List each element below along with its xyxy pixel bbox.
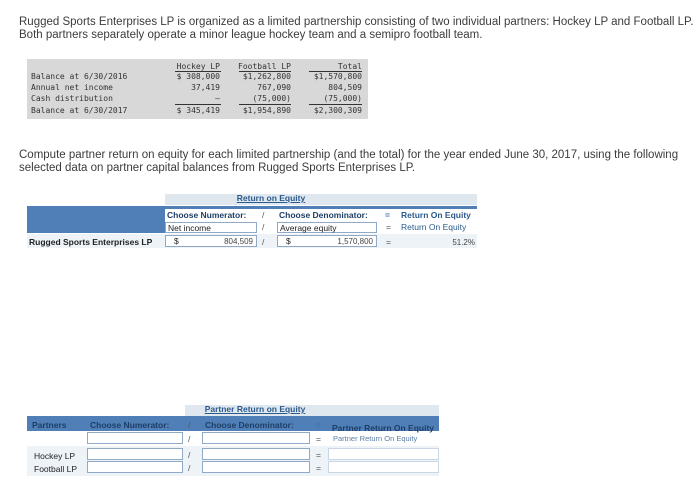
roe-denominator-input[interactable] [277,235,377,247]
total-balance-2017: $2,300,309 [313,106,362,115]
partner-denominator-header: Choose Denominator: [205,420,294,430]
partner-numerator-select[interactable] [87,432,183,444]
roe-row2-div: / [262,237,265,247]
roe-header-eq: = [385,210,390,220]
header-hockey: Hockey LP [176,62,220,71]
hockey-balance-2016: $ 308,000 [176,72,220,81]
roe-table-title: Return on Equity [236,193,306,203]
hockey-numerator-input[interactable] [87,448,183,460]
roe-row2-eq: = [386,237,391,247]
intro-line-1: Rugged Sports Enterprises LP is organized as a limited partnership consisting of two individual partners: Hockey LP and Football LP. [19,16,694,28]
header-football: Football LP [238,62,291,71]
partner-result-sub: Partner Return On Equity [333,434,418,443]
hockey-balance-2017: $ 345,419 [176,106,220,115]
roe-numerator-select[interactable] [165,222,257,233]
partner-numerator-header: Choose Numerator: [90,420,170,430]
partner-sub-div: / [188,434,191,444]
roe-numerator-header: Choose Numerator: [167,210,247,220]
row-label-net-income: Annual net income [31,83,113,92]
football-balance-2017: $1,954,890 [242,106,291,115]
roe-left-band [27,206,165,233]
football-balance-2016: $1,262,800 [242,72,291,81]
row-label-balance-2016: Balance at 6/30/2016 [31,72,128,81]
roe-denominator-currency: $ [286,236,291,246]
football-eq: = [316,463,321,473]
roe-result-value: 51.2% [452,238,475,247]
football-cash-distribution: (75,000) [252,94,291,103]
prompt-line-1: Compute partner return on equity for each limited partnership (and the total) for the year ended June 30, 2017, using the following [19,149,679,161]
roe-row1-div: / [262,222,265,232]
question-prompt [19,149,679,175]
football-net-income: 767,090 [257,83,291,92]
partner-header-eq: = [316,420,321,430]
roe-denominator-header: Choose Denominator: [279,210,368,220]
roe-numerator-amount: 804,509 [224,237,253,246]
partner-hockey-name: Hockey LP [34,451,76,461]
football-div: / [188,463,191,473]
hockey-net-income: 37,419 [191,83,220,92]
row-label-cash-distribution: Cash distribution [31,94,113,103]
football-denominator-input[interactable] [202,461,310,473]
partner-football-name: Football LP [34,464,77,474]
roe-numerator-currency: $ [174,236,179,246]
roe-row1-eq: = [386,222,391,232]
total-net-income: 804,509 [328,83,362,92]
prompt-line-2: selected data on partner capital balances from Rugged Sports Enterprises LP. [19,162,416,174]
header-total: Total [337,62,362,71]
hockey-div: / [188,450,191,460]
total-cash-distribution: (75,000) [323,94,362,103]
roe-result-header: Return On Equity [401,210,471,220]
hockey-result-cell [328,448,439,460]
roe-numerator-input[interactable] [165,235,257,247]
football-numerator-input[interactable] [87,461,183,473]
roe-numerator-value-label: Net income [168,223,211,233]
roe-denominator-amount: 1,570,800 [337,237,373,246]
roe-result-label: Return On Equity [401,222,467,232]
roe-entity-name: Rugged Sports Enterprises LP [29,237,153,247]
intro-line-2: Both partners separately operate a minor league hockey team and a semipro football team. [19,29,483,41]
football-result-cell [328,461,439,473]
row-label-balance-2017: Balance at 6/30/2017 [31,106,128,115]
roe-denominator-value-label: Average equity [280,223,337,233]
total-balance-2016: $1,570,800 [313,72,362,81]
capital-balances-panel [27,59,368,119]
partner-roe-table-title: Partner Return on Equity [204,404,306,414]
hockey-denominator-input[interactable] [202,448,310,460]
partners-header: Partners [32,420,67,430]
intro-text [19,16,694,42]
roe-top-band [165,206,477,209]
roe-header-div: / [262,210,265,220]
partner-sub-eq: = [316,434,321,444]
partner-header-div: / [188,420,191,430]
partner-result-header: Partner Return On Equity [332,423,435,433]
hockey-eq: = [316,450,321,460]
roe-denominator-select[interactable] [277,222,377,233]
hockey-cash-distribution: – [215,94,220,103]
partner-denominator-select[interactable] [202,432,310,444]
